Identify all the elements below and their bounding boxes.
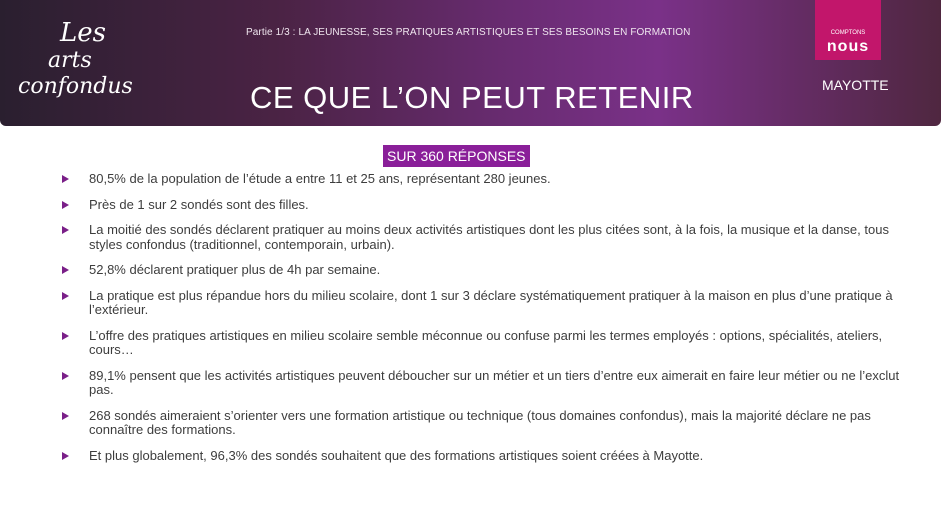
arrow-bullet-icon xyxy=(62,452,69,460)
bullet-item xyxy=(62,449,902,464)
logo-line-1: Les xyxy=(60,18,106,48)
subtitle-badge: SUR 360 RÉPONSES xyxy=(383,145,530,167)
part-title: Partie 1/3 : LA JEUNESSE, SES PRATIQUES ARTISTIQUES ET SES BESOINS EN FORMATION xyxy=(246,27,691,38)
bullet-item xyxy=(62,289,902,318)
bullet-text: Près de 1 sur 2 sondés sont des filles. xyxy=(89,196,309,212)
bullet-text: La moitié des sondés déclarent pratiquer au moins deux activités artistiques dont les plus citées sont, à la fois, la musique et la danse, tous styles confondus (traditionnel, contemporain, urbain). xyxy=(89,222,889,252)
page-title: CE QUE L’ON PEUT RETENIR xyxy=(250,80,694,115)
arrow-bullet-icon xyxy=(62,266,69,274)
bullet-text: 80,5% de la population de l’étude a entre 11 et 25 ans, représentant 280 jeunes. xyxy=(89,171,551,186)
bullet-text: La pratique est plus répandue hors du milieu scolaire, dont 1 sur 3 déclare systématiquement pratiquer à la maison en plus d’une pratique à l’extérieur. xyxy=(89,287,893,317)
bullet-item xyxy=(62,198,902,213)
bullet-text: 268 sondés aimeraient s’orienter vers une formation artistique ou technique (tous domaines confondus), mais la majorité déclare ne pas connaître des formations. xyxy=(89,407,871,437)
bullet-item xyxy=(62,223,902,252)
arrow-bullet-icon xyxy=(62,292,69,300)
arrow-bullet-icon xyxy=(62,332,69,340)
bullet-item xyxy=(62,172,902,187)
logo-line-3: confondus xyxy=(18,74,133,99)
bullet-item xyxy=(62,329,902,358)
logo-line-2: arts xyxy=(48,48,92,73)
bullet-item xyxy=(62,263,902,278)
bullet-text: Et plus globalement, 96,3% des sondés souhaitent que des formations artistiques soient créées à Mayotte. xyxy=(89,447,704,463)
bullet-list xyxy=(62,172,902,474)
arrow-bullet-icon xyxy=(62,372,69,380)
bullet-item xyxy=(62,369,902,398)
header-banner xyxy=(0,0,941,126)
region-label: MAYOTTE xyxy=(822,77,889,93)
bullet-text: 89,1% pensent que les activités artistiques peuvent déboucher sur un métier et un tiers d’entre eux aimerait en faire leur métier ou ne l’exclut pas. xyxy=(89,367,900,397)
badge-big-text: nous xyxy=(826,38,870,55)
logo xyxy=(18,18,138,118)
arrow-bullet-icon xyxy=(62,226,69,234)
bullet-text: L’offre des pratiques artistiques en milieu scolaire semble méconnue ou confuse parmi les termes employés : options, spécialités, ateliers, cours… xyxy=(89,327,883,357)
arrow-bullet-icon xyxy=(62,201,69,209)
arrow-bullet-icon xyxy=(62,175,69,183)
comptons-nous-badge xyxy=(815,0,881,60)
badge-small-text: COMPTONS xyxy=(830,30,866,36)
arrow-bullet-icon xyxy=(62,412,69,420)
bullet-item xyxy=(62,409,902,438)
bullet-text: 52,8% déclarent pratiquer plus de 4h par semaine. xyxy=(89,262,381,277)
